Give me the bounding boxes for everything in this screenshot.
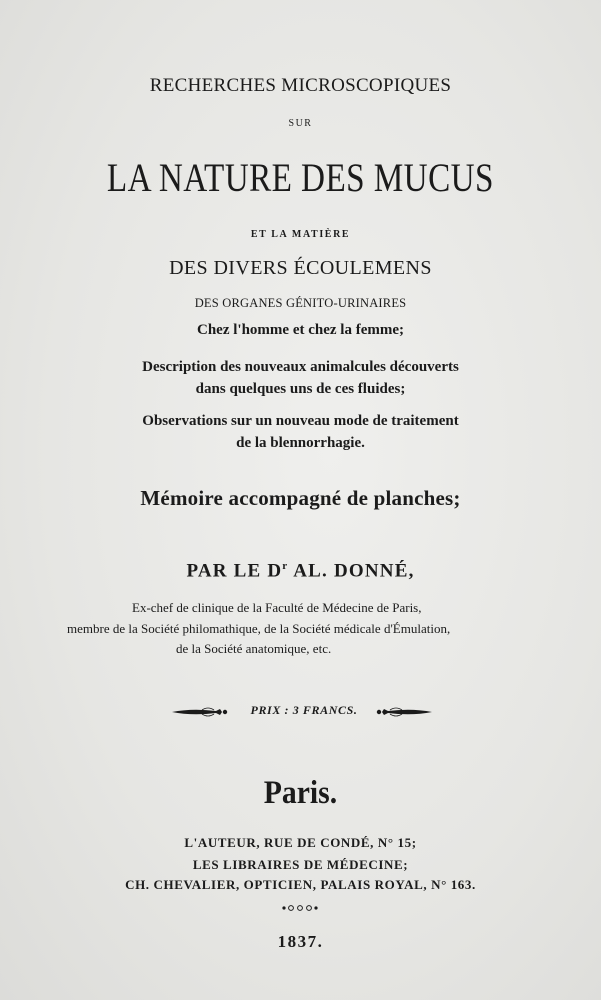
author-name: AL. DONNÉ, bbox=[288, 560, 415, 582]
heading-line-4: ET LA MATIÈRE bbox=[250, 229, 351, 240]
heading-line-1: RECHERCHES MICROSCOPIQUES bbox=[149, 75, 452, 96]
credit-line-1: Ex-chef de clinique de la Faculté de Médecine de Paris, bbox=[132, 600, 422, 615]
price-row bbox=[0, 703, 601, 725]
ornament-right-icon bbox=[374, 705, 432, 719]
heading-line-5: DES DIVERS ÉCOULEMENS bbox=[169, 257, 432, 279]
observations-line-1: Observations sur un nouveau mode de traitement bbox=[142, 413, 459, 429]
main-title: LA NATURE DES MUCUS bbox=[106, 155, 494, 200]
city-name: Paris. bbox=[263, 775, 338, 811]
author-title-sup: r bbox=[282, 560, 289, 572]
observations-line-2: de la blennorrhagie. bbox=[236, 435, 365, 451]
memoire-line: Mémoire accompagné de planches; bbox=[140, 486, 461, 510]
publisher-line-3: CH. CHEVALIER, OPTICIEN, PALAIS ROYAL, N° 163. bbox=[125, 877, 476, 892]
description-line-2: dans quelques uns de ces fluides; bbox=[195, 381, 406, 397]
price-text: PRIX : 3 FRANCS. bbox=[250, 703, 358, 717]
credit-line-3: de la Société anatomique, etc. bbox=[176, 641, 332, 656]
credit-line-2: membre de la Société philomathique, de la Société médicale d'Émulation, bbox=[67, 621, 451, 636]
publication-year: 1837. bbox=[277, 932, 324, 951]
publisher-line-2: LES LIBRAIRES DE MÉDECINE; bbox=[192, 857, 409, 872]
ornament-left-icon bbox=[172, 705, 230, 719]
heading-line-2: SUR bbox=[288, 118, 313, 129]
dot-ornament-icon bbox=[280, 903, 320, 913]
heading-line-6: DES ORGANES GÉNITO-URINAIRES bbox=[194, 296, 407, 310]
author-line bbox=[0, 560, 601, 582]
publisher-line-1: L'AUTEUR, RUE DE CONDÉ, N° 15; bbox=[184, 835, 417, 850]
author-prefix: PAR LE D bbox=[186, 560, 283, 582]
description-line-1: Description des nouveaux animalcules découverts bbox=[142, 359, 459, 375]
heading-line-7: Chez l'homme et chez la femme; bbox=[197, 322, 404, 338]
